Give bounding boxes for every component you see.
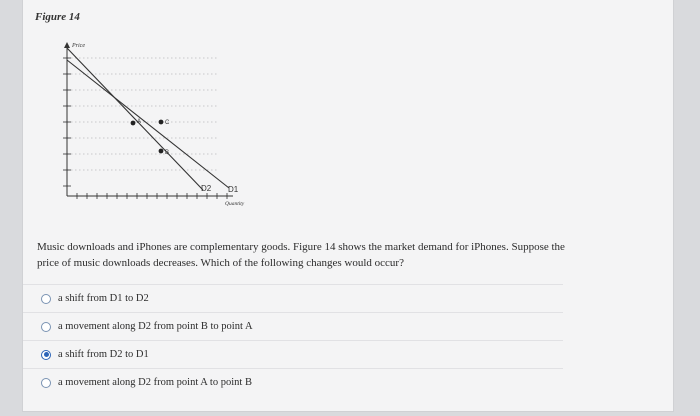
y-axis-arrow — [64, 42, 70, 48]
answer-options — [23, 284, 563, 396]
radio-button[interactable] — [41, 378, 51, 388]
option-label: a movement along D2 from point B to point A — [58, 321, 253, 332]
option-label: a movement along D2 from point A to point B — [58, 377, 252, 388]
x-axis-label: Quantity — [225, 201, 245, 207]
chart-grid — [67, 58, 218, 170]
question-text: Music downloads and iPhones are complementary goods. Figure 14 shows the market demand for iPhones. Suppose the price of music downloads decreases. Which of the following changes would occur? — [37, 241, 565, 269]
figure-title: Figure 14 — [35, 11, 80, 23]
option-movement-b-to-a[interactable] — [23, 312, 563, 340]
demand-curve-d2 — [67, 48, 203, 190]
radio-button[interactable] — [41, 294, 51, 304]
question-page — [22, 0, 674, 412]
point-a-label: A — [137, 119, 142, 125]
option-label: a shift from D1 to D2 — [58, 293, 149, 304]
point-b-marker — [159, 149, 164, 154]
point-c-marker — [159, 120, 164, 125]
option-movement-a-to-b[interactable] — [23, 368, 563, 396]
option-label: a shift from D2 to D1 — [58, 349, 149, 360]
demand-chart — [53, 36, 253, 216]
d2-label: D2 — [201, 184, 212, 193]
demand-curve-d1 — [67, 60, 229, 188]
option-shift-d1-to-d2[interactable] — [23, 284, 563, 312]
radio-button[interactable] — [41, 322, 51, 332]
point-b-label: B — [165, 150, 170, 156]
point-a-marker — [131, 121, 136, 126]
y-axis-label: Price — [72, 43, 85, 49]
radio-button[interactable] — [41, 350, 51, 360]
point-c-label: C — [165, 120, 170, 126]
d1-label: D1 — [228, 185, 239, 194]
option-shift-d2-to-d1[interactable] — [23, 340, 563, 368]
